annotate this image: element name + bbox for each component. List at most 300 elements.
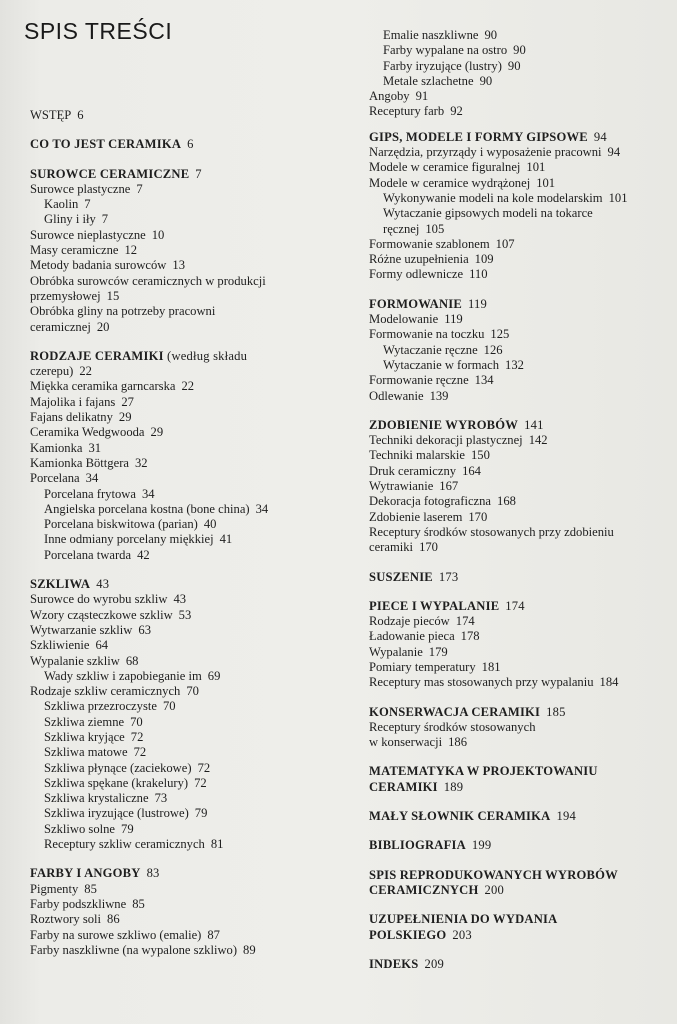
toc-entry [30, 197, 355, 212]
toc-entry-title: Modele w ceramice figuralnej [369, 160, 521, 175]
toc-entry-title: UZUPEŁNIENIA DO WYDANIA [369, 912, 558, 927]
section-gap [30, 153, 355, 167]
toc-entry-title: Szkliwa iryzujące (lustrowe) [44, 806, 189, 821]
toc-entry [30, 304, 355, 319]
toc-section-heading [30, 108, 355, 123]
toc-entry-title: Formowanie na toczku [369, 327, 485, 342]
toc-page-number: 209 [424, 956, 444, 971]
section-gap [369, 691, 669, 705]
toc-entry-title: Kamionka [30, 440, 83, 455]
toc-entry-title: ceramiki [369, 540, 414, 555]
toc-entry [30, 638, 355, 653]
toc-page-number: 7 [84, 197, 91, 212]
toc-page-number: 189 [443, 779, 464, 794]
toc-entry [369, 191, 669, 206]
toc-entry [369, 160, 669, 175]
toc-page-number: 40 [203, 517, 217, 532]
toc-page-number: 168 [497, 494, 516, 509]
toc-page-number: 70 [162, 699, 176, 714]
toc-page-number: 34 [141, 486, 155, 501]
toc-page-number: 29 [150, 425, 164, 440]
toc-page-number: 85 [84, 881, 97, 896]
toc-entry [369, 358, 669, 373]
toc-page-number: 181 [481, 659, 501, 674]
toc-entry [369, 720, 669, 735]
toc-entry [369, 373, 669, 388]
toc-entry-title: Miękka ceramika garncarska [30, 379, 176, 394]
toc-entry-title: Druk ceramiczny [369, 463, 457, 478]
toc-entry [30, 379, 355, 394]
toc-entry-title: Szkliwa przezroczyste [44, 699, 157, 714]
section-gap [30, 123, 355, 137]
toc-page-number: 141 [524, 417, 544, 432]
toc-entry [30, 897, 355, 912]
toc-section-heading [369, 838, 669, 853]
toc-entry [30, 487, 355, 502]
toc-page-number: 64 [95, 638, 109, 653]
toc-page-number: 73 [154, 791, 168, 806]
toc-entry [30, 228, 355, 243]
toc-entry [30, 654, 355, 669]
toc-page-number: 90 [507, 58, 521, 73]
toc-page-number: 13 [172, 258, 185, 273]
toc-page-number: 184 [599, 675, 619, 690]
toc-page-number: 6 [187, 137, 194, 152]
toc-page-number: 107 [495, 236, 515, 251]
toc-page-number: 12 [124, 243, 138, 258]
section-gap [369, 120, 669, 130]
toc-entry-title: WSTĘP [30, 108, 72, 122]
toc-entry-title: Inne odmiany porcelany miękkiej [44, 532, 214, 547]
toc-entry-title: Szkliwa krystaliczne [44, 791, 149, 806]
toc-entry-title: FORMOWANIE [369, 296, 462, 311]
toc-page-number: 185 [546, 704, 566, 719]
toc-entry [30, 791, 355, 806]
toc-entry-title: Szkliwo solne [44, 821, 116, 836]
toc-entry-title: Majolika i fajans [30, 394, 116, 409]
toc-entry [369, 660, 669, 675]
toc-section-heading [369, 868, 669, 883]
toc-entry [30, 320, 355, 335]
toc-section-heading [369, 570, 669, 585]
toc-page-number: 142 [528, 433, 548, 448]
toc-entry-title: Formowanie ręczne [369, 373, 469, 388]
toc-entry-suffix: (według składu [163, 348, 248, 363]
toc-entry [30, 274, 355, 289]
toc-page-number: 31 [88, 440, 102, 455]
toc-page-number: 42 [137, 547, 150, 562]
toc-section-heading [30, 349, 355, 364]
toc-page-number: 20 [96, 319, 110, 334]
toc-entry-title: Kaolin [44, 197, 79, 212]
section-gap [369, 283, 669, 297]
toc-page-number: 83 [146, 866, 160, 881]
toc-entry-title: Obróbka gliny na potrzeby pracowni [30, 304, 216, 319]
toc-entry-title: SUROWCE CERAMICZNE [30, 166, 190, 181]
toc-page-number: 90 [479, 73, 493, 88]
section-gap [369, 750, 669, 764]
toc-entry [369, 735, 669, 750]
toc-entry [30, 806, 355, 821]
toc-page-number: 7 [136, 181, 143, 196]
toc-entry [30, 730, 355, 745]
toc-entry-title: Receptury szkliw ceramicznych [44, 837, 205, 852]
toc-page-number: 109 [474, 252, 494, 267]
toc-entry [369, 59, 669, 74]
toc-entry-title: Narzędzia, przyrządy i wyposażenie pracowni [369, 145, 602, 160]
toc-entry-title: KONSERWACJA CERAMIKI [369, 704, 541, 719]
toc-page-number: 173 [438, 569, 459, 584]
toc-entry-title: czerepu) [30, 364, 74, 379]
section-gap [369, 404, 669, 418]
toc-entry [369, 104, 669, 119]
toc-entry [30, 912, 355, 927]
toc-entry [369, 43, 669, 58]
toc-page-number: 126 [483, 342, 503, 357]
toc-entry-title: RODZAJE CERAMIKI [30, 348, 164, 363]
toc-section-heading [369, 809, 669, 824]
toc-entry [369, 237, 669, 252]
toc-page-number: 139 [429, 388, 449, 403]
toc-page-number: 70 [130, 714, 143, 729]
toc-page-number: 79 [121, 821, 134, 836]
toc-entry-title: Formy odlewnicze [369, 267, 464, 282]
toc-entry-title: Porcelana twarda [44, 547, 132, 562]
section-gap [30, 852, 355, 866]
toc-page-number: 167 [439, 479, 459, 494]
toc-entry [30, 699, 355, 714]
toc-page-number: 86 [107, 912, 120, 927]
toc-entry-title: Wypalanie [369, 644, 423, 659]
toc-entry-title: Angielska porcelana kostna (bone china) [44, 501, 250, 516]
toc-entry-title: Wytaczanie w formach [383, 357, 500, 372]
toc-section-heading [30, 167, 355, 182]
toc-entry [369, 89, 669, 104]
toc-page-number: 92 [450, 104, 463, 119]
toc-entry-title: Gliny i iły [44, 212, 96, 227]
toc-entry [369, 343, 669, 358]
toc-entry [369, 145, 669, 160]
toc-entry-title: Wykonywanie modeli na kole modelarskim [383, 190, 603, 205]
toc-page-number: 150 [470, 448, 490, 463]
toc-page-number: 87 [207, 927, 220, 942]
toc-section-heading [369, 705, 669, 720]
section-gap [369, 943, 669, 957]
toc-page-number: 43 [173, 592, 187, 607]
toc-entry [369, 525, 669, 540]
toc-entry-title: PIECE I WYPALANIE [369, 598, 500, 613]
toc-section-heading [369, 780, 669, 795]
toc-section-heading [369, 912, 669, 927]
toc-entry [369, 222, 669, 237]
toc-entry-title: Farby iryzujące (lustry) [383, 58, 502, 73]
toc-entry-title: Metale szlachetne [383, 73, 474, 88]
toc-entry-title: Masy ceramiczne [30, 243, 119, 258]
section-gap [30, 335, 355, 349]
toc-page-number: 101 [608, 190, 628, 205]
toc-entry-title: Wytrawianie [369, 479, 434, 494]
toc-left-column [30, 108, 355, 958]
toc-page-number: 90 [484, 28, 498, 42]
toc-page-number: 32 [134, 455, 148, 470]
toc-page-number: 194 [556, 809, 576, 824]
toc-entry [30, 928, 355, 943]
toc-entry [30, 776, 355, 791]
toc-page-number: 70 [186, 684, 199, 699]
toc-entry [30, 258, 355, 273]
toc-entry [369, 312, 669, 327]
toc-page-number: 34 [255, 501, 269, 516]
toc-entry-title: Modele w ceramice wydrążonej [369, 175, 531, 190]
toc-page-number: 22 [181, 379, 195, 394]
toc-entry-title: Szkliwa spękane (krakelury) [44, 775, 189, 790]
toc-entry [369, 510, 669, 525]
toc-entry-title: Farby podszkliwne [30, 896, 127, 911]
toc-entry-title: Wady szkliw i zapobieganie im [44, 668, 202, 683]
toc-section-heading [369, 928, 669, 943]
toc-entry-title: Odlewanie [369, 388, 424, 403]
toc-entry [369, 389, 669, 404]
toc-entry-title: Surowce do wyrobu szkliw [30, 592, 168, 607]
toc-entry [30, 441, 355, 456]
toc-entry-title: Wytwarzanie szkliw [30, 622, 133, 637]
toc-entry [369, 494, 669, 509]
toc-entry [369, 433, 669, 448]
toc-page-number: 134 [474, 373, 494, 388]
toc-page-number: 72 [194, 775, 207, 790]
toc-entry-title: Kamionka Böttgera [30, 455, 129, 470]
toc-entry-title: Farby wypalane na ostro [383, 43, 508, 58]
toc-entry [30, 745, 355, 760]
toc-entry [30, 425, 355, 440]
toc-page-number: 170 [419, 540, 438, 555]
toc-page-number: 63 [138, 622, 151, 637]
toc-page-number: 43 [96, 577, 110, 592]
toc-entry-title: Porcelana frytowa [44, 486, 136, 501]
toc-page-number: 179 [428, 644, 448, 659]
toc-entry-title: GIPS, MODELE I FORMY GIPSOWE [369, 129, 588, 144]
toc-entry [369, 74, 669, 89]
toc-entry-title: Porcelana biskwitowa (parian) [44, 517, 198, 532]
toc-entry [30, 502, 355, 517]
toc-entry [369, 675, 669, 690]
toc-entry-title: Szkliwa płynące (zaciekowe) [44, 760, 192, 775]
toc-entry-title: Surowce nieplastyczne [30, 227, 146, 242]
toc-section-heading [30, 866, 355, 881]
toc-entry-title: Farby na surowe szkliwo (emalie) [30, 927, 202, 942]
toc-entry-title: MAŁY SŁOWNIK CERAMIKA [369, 809, 551, 824]
toc-entry [369, 464, 669, 479]
toc-page-number: 125 [490, 327, 510, 342]
toc-page-number: 53 [178, 607, 192, 622]
toc-page-number: 72 [133, 745, 147, 760]
toc-entry-title: Receptury środków stosowanych przy zdobieniu [369, 524, 614, 539]
toc-entry-title: Farby naszkliwne (na wypalone szkliwo) [30, 942, 238, 957]
page-title: SPIS TREŚCI [24, 18, 173, 44]
toc-section-heading [369, 130, 669, 145]
toc-entry [30, 548, 355, 563]
toc-entry [30, 532, 355, 547]
toc-entry [30, 212, 355, 227]
section-gap [369, 585, 669, 599]
toc-entry-title: SPIS REPRODUKOWANYCH WYROBÓW [369, 867, 618, 882]
toc-entry-title: Roztwory soli [30, 912, 102, 927]
toc-entry [30, 669, 355, 684]
toc-entry-title: INDEKS [369, 956, 419, 971]
toc-section-heading [369, 418, 669, 433]
toc-entry [30, 761, 355, 776]
toc-page-number: 110 [469, 267, 488, 282]
toc-entry-title: Metody badania surowców [30, 258, 167, 273]
toc-section-heading [369, 599, 669, 614]
toc-entry-title: CO TO JEST CERAMIKA [30, 137, 182, 152]
toc-section-heading [369, 297, 669, 312]
toc-page-number: 6 [77, 108, 84, 122]
toc-entry-title: Ładowanie pieca [369, 629, 455, 644]
toc-entry-title: Obróbka surowców ceramicznych w produkcji [30, 273, 266, 288]
toc-entry-title: BIBLIOGRAFIA [369, 838, 466, 853]
toc-entry [30, 943, 355, 958]
toc-entry [30, 471, 355, 486]
toc-page-number: 34 [85, 471, 99, 486]
toc-page-number: 72 [130, 729, 144, 744]
toc-entry-title: Ceramika Wedgwooda [30, 425, 145, 440]
toc-entry-title: Szkliwa ziemne [44, 714, 125, 729]
toc-entry-title: ZDOBIENIE WYROBÓW [369, 417, 519, 432]
toc-page-number: 29 [118, 410, 132, 425]
toc-entry [369, 252, 669, 267]
toc-entry [30, 395, 355, 410]
toc-entry [30, 837, 355, 852]
toc-page-number: 89 [243, 942, 256, 957]
toc-section-heading [369, 883, 669, 898]
toc-entry-title: Różne uzupełnienia [369, 252, 469, 267]
toc-page-number: 94 [593, 129, 607, 144]
toc-entry-title: Receptury farb [369, 104, 445, 119]
toc-page-number: 22 [79, 364, 92, 379]
toc-page-number: 170 [468, 509, 488, 524]
toc-entry-title: Wypalanie szkliw [30, 653, 120, 668]
toc-entry [30, 243, 355, 258]
section-gap [369, 795, 669, 809]
toc-section-heading [30, 137, 355, 152]
toc-entry [369, 448, 669, 463]
toc-entry-title: Techniki dekoracji plastycznej [369, 433, 523, 448]
toc-page-number: 69 [207, 668, 221, 683]
toc-entry-title: Modelowanie [369, 312, 439, 327]
toc-entry-title: Wzory cząsteczkowe szkliw [30, 607, 173, 622]
toc-page-number: 27 [121, 394, 134, 409]
toc-entry [369, 645, 669, 660]
toc-entry [30, 289, 355, 304]
toc-page-number: 199 [471, 838, 492, 853]
toc-entry [369, 176, 669, 191]
toc-entry [30, 684, 355, 699]
toc-entry [30, 608, 355, 623]
toc-entry-title: Angoby [369, 89, 410, 104]
toc-entry-title: Szkliwa matowe [44, 745, 128, 760]
toc-entry [30, 822, 355, 837]
toc-entry-title: Fajans delikatny [30, 410, 113, 425]
toc-entry-title: ceramicznej [30, 319, 91, 334]
toc-page-number: 7 [101, 212, 109, 227]
toc-entry [30, 882, 355, 897]
toc-page-number: 10 [151, 227, 165, 242]
toc-section-heading [369, 764, 669, 779]
toc-entry-title: Dekoracja fotograficzna [369, 494, 492, 509]
section-gap [30, 563, 355, 577]
toc-entry-title: Receptury środków stosowanych [369, 719, 536, 734]
toc-page-number: 72 [197, 760, 211, 775]
toc-entry-title: Rodzaje pieców [369, 614, 450, 629]
toc-page-number: 101 [536, 175, 556, 190]
toc-page-number: 174 [455, 614, 475, 629]
toc-page-number: 164 [462, 463, 481, 478]
toc-entry-title: w konserwacji [369, 735, 443, 750]
toc-entry-title: Receptury mas stosowanych przy wypalaniu [369, 675, 594, 690]
toc-page-number: 178 [460, 629, 480, 644]
section-gap [369, 898, 669, 912]
toc-section-heading [30, 577, 355, 592]
toc-page-number: 15 [106, 288, 120, 303]
toc-entry-title: Pigmenty [30, 881, 79, 896]
toc-page-number: 68 [125, 653, 139, 668]
toc-page-number: 79 [194, 806, 208, 821]
toc-entry [369, 327, 669, 342]
toc-entry-title: Techniki malarskie [369, 448, 465, 463]
toc-entry-title: Wytaczanie gipsowych modeli na tokarce [383, 206, 593, 221]
toc-entry-title: SUSZENIE [369, 569, 433, 584]
toc-page-number: 119 [467, 296, 487, 311]
toc-entry-title: Emalie naszkliwne [383, 28, 479, 42]
toc-page-number: 81 [210, 837, 224, 852]
toc-entry [369, 540, 669, 555]
section-gap [369, 824, 669, 838]
toc-entry [30, 517, 355, 532]
toc-entry [369, 28, 669, 43]
toc-page-number: 200 [484, 882, 504, 897]
toc-entry-title: Rodzaje szkliw ceramicznych [30, 684, 181, 699]
toc-entry-title: Porcelana [30, 471, 80, 486]
toc-entry [369, 629, 669, 644]
toc-page-number: 132 [505, 357, 524, 372]
toc-entry-title: CERAMIKI [369, 779, 438, 794]
toc-entry-title: SZKLIWA [30, 577, 91, 592]
toc-entry-title: FARBY I ANGOBY [30, 866, 141, 881]
toc-page-number: 90 [513, 43, 526, 58]
toc-entry [369, 206, 669, 221]
toc-page-number: 85 [132, 896, 145, 911]
toc-entry-title: POLSKIEGO [369, 927, 447, 942]
toc-page-number: 119 [444, 312, 463, 327]
toc-entry-title: Szkliwa kryjące [44, 729, 125, 744]
section-gap [369, 556, 669, 570]
toc-entry-title: Formowanie szablonem [369, 236, 490, 251]
toc-page-number: 186 [448, 735, 467, 750]
toc-entry [30, 715, 355, 730]
toc-page-number: 101 [526, 160, 546, 175]
toc-entry-title: CERAMICZNYCH [369, 882, 479, 897]
toc-page-number: 7 [195, 166, 202, 181]
toc-entry [30, 592, 355, 607]
toc-entry [30, 410, 355, 425]
toc-section-heading [369, 957, 669, 972]
toc-entry-title: przemysłowej [30, 288, 101, 303]
toc-entry [369, 267, 669, 282]
toc-page-number: 105 [425, 221, 445, 236]
toc-entry [30, 364, 355, 379]
toc-entry-title: Surowce plastyczne [30, 181, 131, 196]
